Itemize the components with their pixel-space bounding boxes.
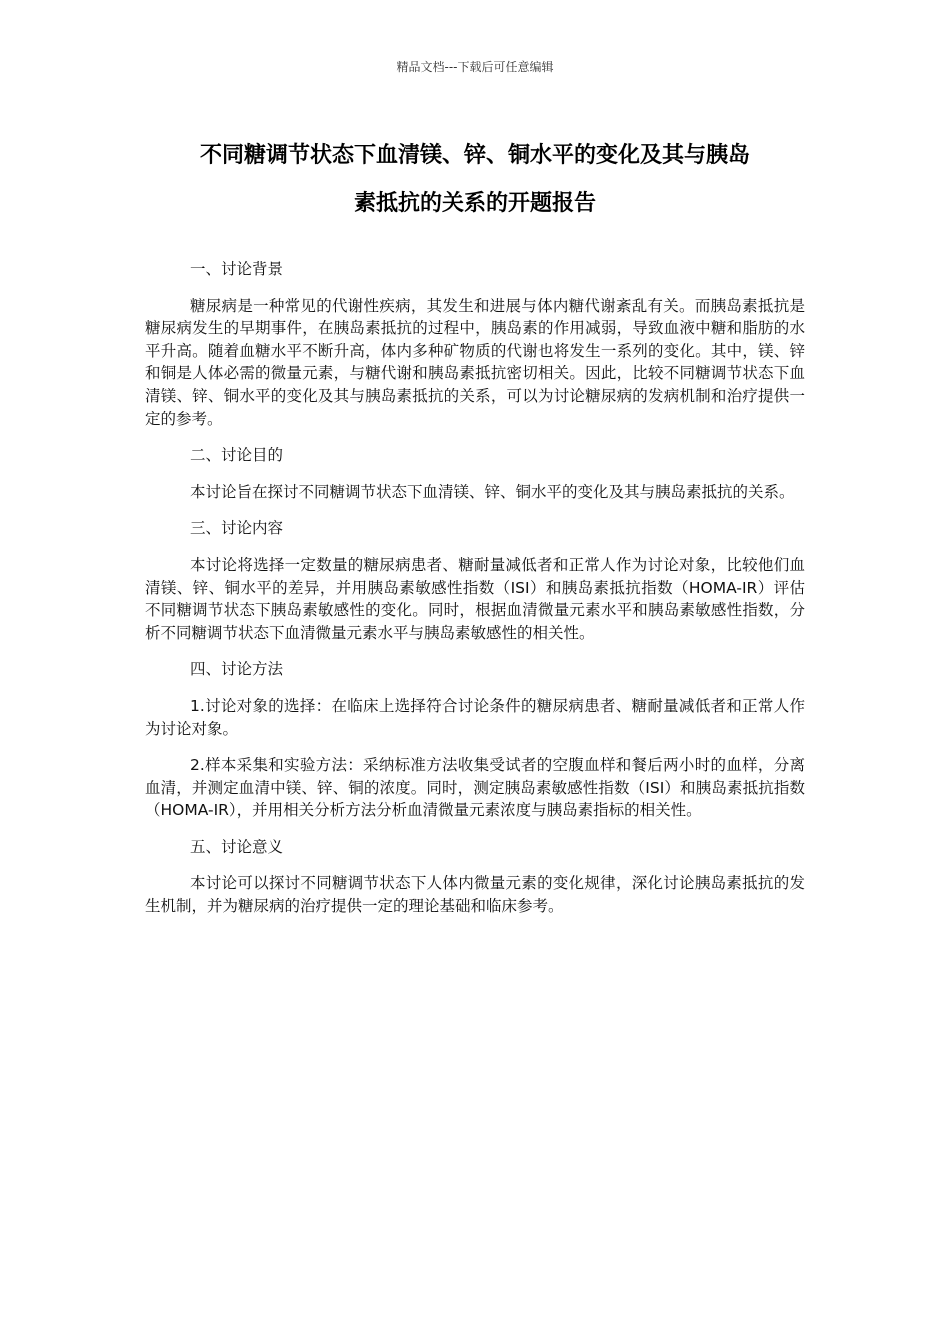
section-heading-purpose: 二、讨论目的 <box>190 446 284 465</box>
section-heading-background: 一、讨论背景 <box>190 260 284 278</box>
paragraph-methods-sampling: 2.样本采集和实验方法：采纳标准方法收集受试者的空腹血样和餐后两小时的血样，分离血清，并测定血清中镁、锌、铜的浓度。同时，测定胰岛素敏感性指数（ISI）和胰岛素抵抗指数（HOMA-IR），并用相关分析方法分析血清微量元素浓度与胰岛素指标的相关性。 <box>145 756 805 820</box>
paragraph-content: 本讨论将选择一定数量的糖尿病患者、糖耐量减低者和正常人作为讨论对象，比较他们血清镁、锌、铜水平的差异，并用胰岛素敏感性指数（ISI）和胰岛素抵抗指数（HOMA-IR）评估不同糖调节状态下胰岛素敏感性的变化。同时，根据血清微量元素水平和胰岛素敏感性指数，分析不同糖调节状态下血清微量元素水平与胰岛素敏感性的相关性。 <box>145 555 805 642</box>
paragraph-methods-subjects: 1.讨论对象的选择：在临床上选择符合讨论条件的糖尿病患者、糖耐量减低者和正常人作为讨论对象。 <box>145 696 805 738</box>
title-line-1: 不同糖调节状态下血清镁、锌、铜水平的变化及其与胰岛 <box>199 143 750 168</box>
document-body <box>145 258 805 932</box>
title-line-2: 素抵抗的关系的开题报告 <box>353 191 596 216</box>
section-heading-content: 三、讨论内容 <box>190 519 284 538</box>
section-heading-methods: 四、讨论方法 <box>190 660 284 679</box>
paragraph-significance: 本讨论可以探讨不同糖调节状态下人体内微量元素的变化规律，深化讨论胰岛素抵抗的发生机制，并为糖尿病的治疗提供一定的理论基础和临床参考。 <box>145 874 805 916</box>
paragraph-background: 糖尿病是一种常见的代谢性疾病，其发生和进展与体内糖代谢紊乱有关。而胰岛素抵抗是糖尿病发生的早期事件，在胰岛素抵抗的过程中，胰岛素的作用减弱，导致血液中糖和脂肪的水平升高。随着血糖水平不断升高，体内多种矿物质的代谢也将发生一系列的变化。其中，镁、锌和铜是人体必需的微量元素，与糖代谢和胰岛素抵抗密切相关。因此，比较不同糖调节状态下血清镁、锌、铜水平的变化及其与胰岛素抵抗的关系，可以为讨论糖尿病的发病机制和治疗提供一定的参考。 <box>145 296 805 428</box>
section-heading-significance: 五、讨论意义 <box>190 837 284 856</box>
paragraph-purpose: 本讨论旨在探讨不同糖调节状态下血清镁、锌、铜水平的变化及其与胰岛素抵抗的关系。 <box>190 482 795 501</box>
document-title <box>145 132 805 228</box>
header-note: 精品文档---下载后可任意编辑 <box>396 60 554 74</box>
